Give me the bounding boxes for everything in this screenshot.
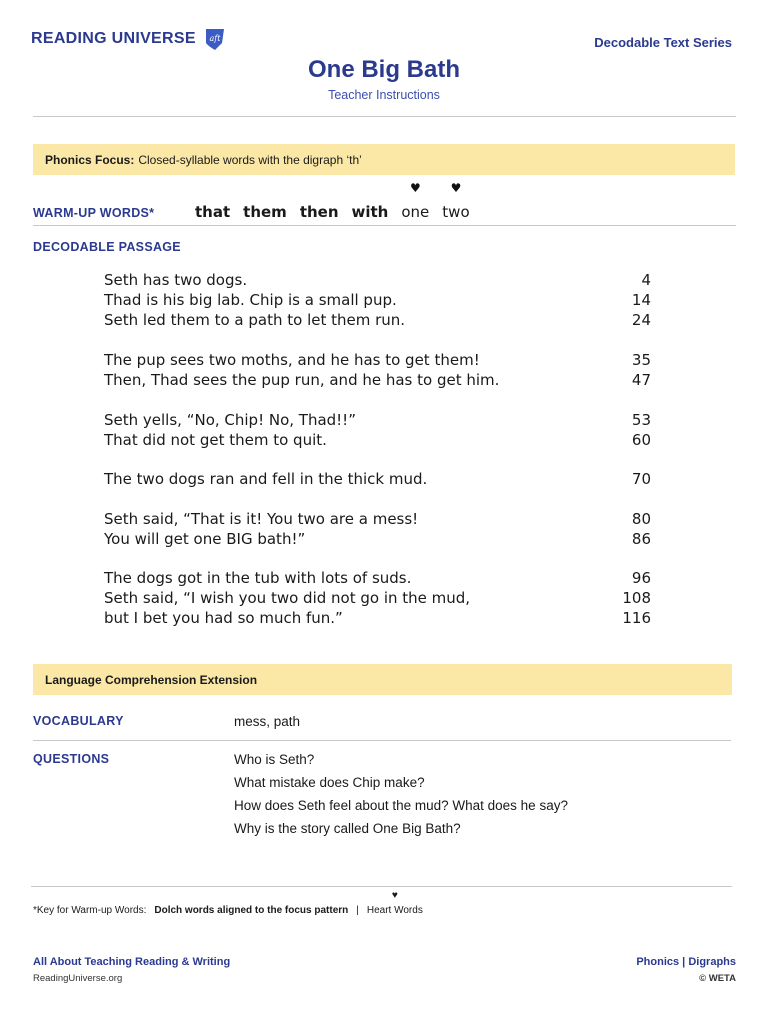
warmup-word bbox=[352, 203, 389, 221]
question-item: What mistake does Chip make? bbox=[234, 775, 425, 790]
passage-line bbox=[104, 411, 651, 429]
aft-shield-icon bbox=[202, 26, 228, 52]
passage-line-text: The two dogs ran and fell in the thick mud. bbox=[104, 470, 428, 488]
passage-label: DECODABLE PASSAGE bbox=[33, 240, 181, 254]
aft-badge-text: aft bbox=[209, 34, 221, 43]
vocabulary-label: VOCABULARY bbox=[33, 714, 124, 728]
passage-line-text: Seth said, “I wish you two did not go in the mud, bbox=[104, 589, 471, 607]
heart-icon: ♥ bbox=[391, 890, 398, 901]
passage-line bbox=[104, 351, 651, 369]
reading-universe-logo bbox=[31, 26, 228, 52]
footer-divider bbox=[31, 886, 732, 887]
passage-line bbox=[104, 470, 651, 488]
questions-label: QUESTIONS bbox=[33, 752, 110, 766]
word-count: 24 bbox=[631, 311, 651, 329]
warmup-word bbox=[442, 181, 470, 221]
word-count: 35 bbox=[631, 351, 651, 369]
word-count: 14 bbox=[631, 291, 651, 309]
warmup-word-text: one bbox=[401, 203, 430, 221]
passage-line-text: The dogs got in the tub with lots of suds. bbox=[104, 569, 412, 587]
word-count: 108 bbox=[622, 589, 651, 607]
warmup-word-text: two bbox=[442, 203, 470, 221]
page-title: One Big Bath bbox=[307, 56, 460, 83]
word-count: 116 bbox=[622, 609, 651, 627]
passage-line bbox=[104, 431, 651, 449]
key-heart-label: Heart Words bbox=[366, 905, 423, 916]
footer-program-title: All About Teaching Reading & Writing bbox=[33, 956, 231, 968]
passage-line-text: Thad is his big lab. Chip is a small pup. bbox=[104, 291, 397, 309]
heart-icon: ♥ bbox=[450, 181, 462, 195]
footer-url: ReadingUniverse.org bbox=[33, 973, 123, 984]
passage-line-text: Then, Thad sees the pup run, and he has to get him. bbox=[104, 371, 500, 389]
question-item: Who is Seth? bbox=[234, 752, 315, 767]
warmup-word-text: that bbox=[195, 203, 231, 221]
word-count: 96 bbox=[631, 569, 651, 587]
warmup-word-text: them bbox=[243, 203, 287, 221]
vocabulary-divider bbox=[33, 740, 731, 741]
warmup-label: WARM-UP WORDS* bbox=[33, 206, 155, 220]
passage-line bbox=[104, 609, 651, 627]
logo-text: READING UNIVERSE bbox=[31, 30, 196, 47]
passage-line-text: Seth has two dogs. bbox=[104, 271, 248, 289]
word-count: 47 bbox=[631, 371, 651, 389]
warmup-word bbox=[300, 203, 339, 221]
warmup-word-text: with bbox=[351, 203, 389, 221]
passage-line-text: Seth led them to a path to let them run. bbox=[104, 311, 406, 329]
series-label: Decodable Text Series bbox=[594, 35, 732, 50]
passage-line bbox=[104, 311, 651, 329]
key-separator: | bbox=[356, 905, 359, 916]
phonics-focus-label: Phonics Focus: bbox=[45, 152, 135, 167]
extension-label: Language Comprehension Extension bbox=[45, 672, 258, 687]
warmup-word bbox=[195, 203, 230, 221]
question-item: How does Seth feel about the mud? What does he say? bbox=[234, 798, 568, 813]
passage-line bbox=[104, 371, 651, 389]
key-dolch: Dolch words aligned to the focus pattern bbox=[154, 905, 349, 916]
footer-copyright: © WETA bbox=[699, 973, 736, 984]
word-count: 53 bbox=[631, 411, 651, 429]
phonics-focus-text: Closed-syllable words with the digraph ‘th’ bbox=[138, 152, 362, 167]
word-count: 4 bbox=[641, 271, 651, 289]
warmup-key bbox=[33, 890, 423, 916]
word-count: 80 bbox=[631, 510, 651, 528]
warmup-word bbox=[401, 181, 430, 221]
footer-category: Phonics | Digraphs bbox=[636, 956, 736, 968]
warmup-divider bbox=[33, 225, 736, 226]
word-count: 70 bbox=[631, 470, 651, 488]
warmup-word-text: then bbox=[299, 203, 339, 221]
word-count: 60 bbox=[631, 431, 651, 449]
key-intro: *Key for Warm-up Words: bbox=[33, 905, 147, 916]
extension-banner bbox=[33, 664, 732, 695]
key-heart-words bbox=[366, 890, 423, 916]
passage-line-text: That did not get them to quit. bbox=[104, 431, 327, 449]
passage-line bbox=[104, 271, 651, 289]
word-count: 86 bbox=[631, 530, 651, 548]
header-divider bbox=[33, 116, 736, 117]
passage-line-text: Seth yells, “No, Chip! No, Thad!!” bbox=[104, 411, 356, 429]
passage-line-text: You will get one BIG bath!” bbox=[104, 530, 306, 548]
passage-line bbox=[104, 530, 651, 548]
passage-line-text: Seth said, “That is it! You two are a mess! bbox=[104, 510, 419, 528]
passage-line-text: The pup sees two moths, and he has to get them! bbox=[104, 351, 480, 369]
vocabulary-text: mess, path bbox=[234, 714, 301, 729]
page-subtitle: Teacher Instructions bbox=[328, 88, 440, 102]
warmup-word bbox=[243, 203, 287, 221]
warmup-word-list bbox=[195, 181, 470, 221]
passage-line bbox=[104, 589, 651, 607]
passage-line bbox=[104, 510, 651, 528]
passage-line-text: but I bet you had so much fun.” bbox=[104, 609, 343, 627]
heart-icon: ♥ bbox=[409, 181, 421, 195]
passage-line bbox=[104, 569, 651, 587]
phonics-focus-banner bbox=[33, 144, 735, 175]
passage-line bbox=[104, 291, 651, 309]
question-item: Why is the story called One Big Bath? bbox=[234, 821, 461, 836]
